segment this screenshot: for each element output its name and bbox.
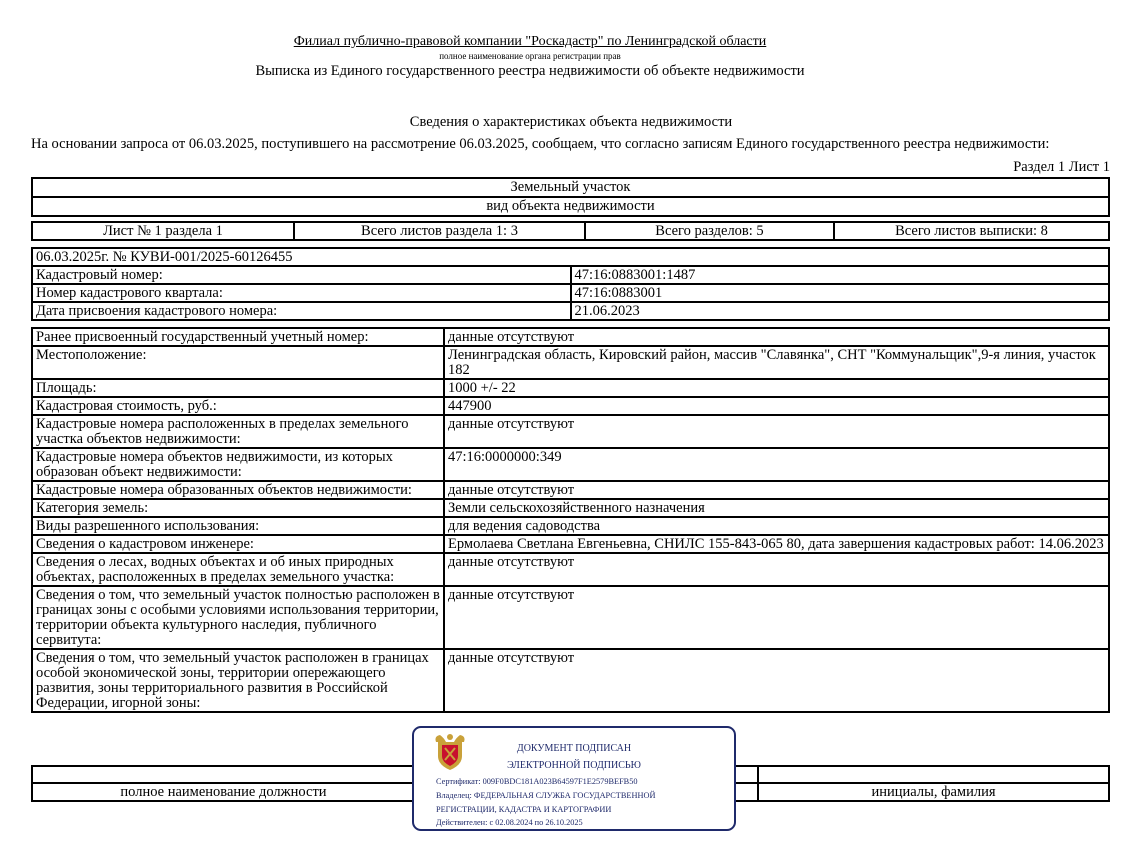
table-row	[32, 553, 1109, 586]
field-value: данные отсутствуют	[444, 586, 1109, 649]
e-signature-stamp	[412, 726, 736, 831]
table-row	[32, 535, 1109, 553]
sheet-number: Лист № 1 раздела 1	[32, 222, 294, 240]
extract-sheets-total: Всего листов выписки: 8	[834, 222, 1109, 240]
table-row	[32, 448, 1109, 481]
record-table-main	[31, 247, 1110, 321]
object-type-caption: вид объекта недвижимости	[32, 197, 1109, 216]
record-table-details	[31, 327, 1110, 713]
field-value: 47:16:0883001	[571, 284, 1110, 302]
sections-total: Всего разделов: 5	[585, 222, 834, 240]
position-field	[32, 766, 415, 783]
name-caption: инициалы, фамилия	[758, 783, 1109, 801]
stamp-validity: Действителен: с 02.08.2024 по 26.10.2025	[436, 818, 583, 827]
field-label: Кадастровые номера расположенных в пределах земельного участка объектов недвижимости:	[32, 415, 444, 448]
field-value: данные отсутствуют	[444, 481, 1109, 499]
field-label: Категория земель:	[32, 499, 444, 517]
table-row	[32, 649, 1109, 712]
table-row	[32, 586, 1109, 649]
position-caption: полное наименование должности	[32, 783, 415, 801]
table-row	[32, 517, 1109, 535]
field-label: Сведения о лесах, водных объектах и об иных природных объектах, расположенных в пределах земельного участка:	[32, 553, 444, 586]
field-value: данные отсутствуют	[444, 328, 1109, 346]
organization-name: Филиал публично-правовой компании "Роскадастр" по Ленинградской области	[293, 34, 767, 49]
stamp-owner-line1: Владелец: ФЕДЕРАЛЬНАЯ СЛУЖБА ГОСУДАРСТВЕННОЙ	[436, 791, 656, 800]
table-row	[32, 328, 1109, 346]
stamp-subtitle: ЭЛЕКТРОННОЙ ПОДПИСЬЮ	[507, 760, 641, 771]
stamp-title: ДОКУМЕНТ ПОДПИСАН	[516, 743, 632, 754]
name-field	[758, 766, 1109, 783]
table-row	[32, 346, 1109, 379]
field-value: для ведения садоводства	[444, 517, 1109, 535]
field-value: данные отсутствуют	[444, 649, 1109, 712]
field-label: Сведения о кадастровом инженере:	[32, 535, 444, 553]
field-value: Земли сельскохозяйственного назначения	[444, 499, 1109, 517]
field-label: Сведения о том, что земельный участок полностью расположен в границах зоны с особыми условиями использования территории, территории объекта культурного наследия, публичного сервитута:	[32, 586, 444, 649]
table-row	[32, 302, 1109, 320]
object-type-value: Земельный участок	[32, 178, 1109, 197]
field-value: 447900	[444, 397, 1109, 415]
document-title: Выписка из Единого государственного реестра недвижимости об объекте недвижимости	[255, 63, 805, 79]
section-sheets-total: Всего листов раздела 1: 3	[294, 222, 585, 240]
table-row	[32, 266, 1109, 284]
field-label: Дата присвоения кадастрового номера:	[32, 302, 571, 320]
field-value: 47:16:0000000:349	[444, 448, 1109, 481]
organization-caption: полное наименование органа регистрации прав	[439, 51, 621, 61]
field-label: Площадь:	[32, 379, 444, 397]
field-value: 47:16:0883001:1487	[571, 266, 1110, 284]
field-value: Ленинградская область, Кировский район, массив "Славянка", СНТ "Коммунальщик",9-я линия, участок 182	[444, 346, 1109, 379]
table-row	[32, 397, 1109, 415]
table-row	[32, 481, 1109, 499]
table-row	[32, 379, 1109, 397]
field-label: Номер кадастрового квартала:	[32, 284, 571, 302]
field-label: Местоположение:	[32, 346, 444, 379]
sheet-reference: Раздел 1 Лист 1	[1013, 159, 1110, 175]
field-value: 1000 +/- 22	[444, 379, 1109, 397]
field-label: Виды разрешенного использования:	[32, 517, 444, 535]
table-row	[32, 415, 1109, 448]
record-reference: 06.03.2025г. № КУВИ-001/2025-60126455	[32, 248, 1109, 266]
object-type-table	[31, 177, 1110, 217]
field-value: данные отсутствуют	[444, 415, 1109, 448]
stamp-certificate: Сертификат: 009F0BDC181A023B64597F1E2579BEFB50	[436, 777, 638, 786]
field-label: Ранее присвоенный государственный учетный номер:	[32, 328, 444, 346]
sheets-table	[31, 221, 1110, 241]
field-label: Кадастровые номера образованных объектов недвижимости:	[32, 481, 444, 499]
table-row	[32, 499, 1109, 517]
field-label: Сведения о том, что земельный участок расположен в границах особой экономической зоны, территории опережающего развития, зоны территориального развития в Российской Федерации, игорной зоны:	[32, 649, 444, 712]
field-label: Кадастровая стоимость, руб.:	[32, 397, 444, 415]
stamp-owner-line2: РЕГИСТРАЦИИ, КАДАСТРА И КАРТОГРАФИИ	[436, 805, 612, 814]
field-value: 21.06.2023	[571, 302, 1110, 320]
field-label: Кадастровый номер:	[32, 266, 571, 284]
field-value: Ермолаева Светлана Евгеньевна, СНИЛС 155-843-065 80, дата завершения кадастровых работ: 14.06.2023	[444, 535, 1109, 553]
table-row	[32, 284, 1109, 302]
section-title: Сведения о характеристиках объекта недвижимости	[409, 114, 733, 130]
field-value: данные отсутствуют	[444, 553, 1109, 586]
basis-statement: На основании запроса от 06.03.2025, поступившего на рассмотрение 06.03.2025, сообщаем, что согласно записям Единого государственного реестра недвижимости:	[31, 136, 1050, 152]
field-label: Кадастровые номера объектов недвижимости, из которых образован объект недвижимости:	[32, 448, 444, 481]
